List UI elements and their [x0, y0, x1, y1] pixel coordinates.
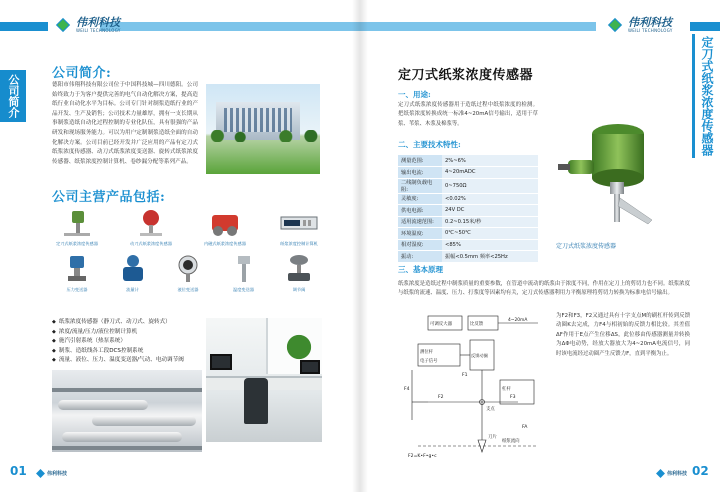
logo-icon	[606, 16, 624, 34]
products-title: 公司主营产品包括:	[52, 190, 166, 205]
list-item: ◆ 纸浆浓度传感器（静刀式、动刀式、旋转式）	[52, 319, 171, 325]
product-item	[163, 253, 213, 293]
brand-name-cn: 伟利科技	[76, 16, 120, 29]
product-item	[219, 253, 269, 293]
product-row-2	[52, 253, 324, 293]
product-label: 纸浆浓度控制计算机	[280, 241, 318, 246]
diagram-label: 可调反大器	[430, 322, 452, 327]
spec-table	[398, 155, 538, 263]
magnetic-sensor-icon	[206, 207, 244, 239]
section-principle-title: 三、基本原理	[398, 265, 443, 274]
product-label: 液位变送器	[177, 287, 199, 292]
side-tab-product: 定刀式纸浆浓度传感器	[692, 34, 720, 158]
footer-brand: 伟利科技	[667, 471, 688, 477]
blade-sensor-icon	[58, 207, 96, 239]
list-item: ◆ 流量、液位、压力、温度变送器/气动、电动调节阀	[52, 357, 184, 363]
table-row: 供电电源: 24V DC	[398, 205, 538, 217]
level-transmitter-icon	[169, 253, 207, 285]
section-usage-text: 定刀式纸浆浓度传感器用于造纸过程中纸浆浓度的检测。把纸浆浓度转换成统一标准4~20mA信号输出，适用于草浆、苇浆、木浆及棉浆等。	[398, 102, 538, 127]
sensor-photo	[548, 112, 660, 228]
table-row: 输出电流: 4~20mADC	[398, 167, 538, 179]
diagram-label: F2=K•F•g•c	[408, 454, 437, 459]
intro-title: 公司简介:	[52, 66, 112, 81]
footer-logo	[36, 469, 67, 478]
diagram-label: 反馈动圈	[471, 353, 488, 358]
product-gallery	[52, 207, 324, 299]
footer-logo	[656, 469, 687, 478]
product-label: 定刀式纸浆浓度传感器	[56, 241, 98, 246]
diagram-label: 电子信号	[420, 359, 438, 364]
list-item: ◆ 浓度/流量/压力/液位控制计算机	[52, 328, 138, 335]
product-label: 压力变送器	[66, 287, 88, 292]
section-principle-text-2: 为F2和F3，F2又通过具有十字支点M的刷杠杆传到反馈动圈K去完成，力F4与相初始的反馈力相比较。其差值ΔF作用于E点产生位移ΔS，此位移由传感器测量并转换为ΔΦ电动势，经放大器放大为4~20mA电流信号，同时该电流经过动圈产生反馈力F，直到平衡为止。	[556, 313, 690, 357]
page-gutter	[352, 0, 368, 492]
product-label: 温度变送器	[233, 287, 254, 292]
header-bar-right	[100, 22, 360, 31]
table-row: 适用流速范围: 0.2~0.15米/秒	[398, 216, 538, 228]
company-building-photo	[206, 84, 320, 174]
page-number-right: 02	[692, 464, 709, 478]
pressure-transmitter-icon	[58, 253, 96, 285]
header-bar-left	[360, 22, 596, 31]
brand-name-en: WEILI TECHNOLOGY	[628, 28, 673, 33]
product-label: 流量计	[126, 287, 139, 292]
diagram-label: 杠杆	[502, 387, 511, 392]
diagram-label: 支点	[486, 407, 495, 412]
header-bar-right	[690, 22, 720, 31]
control-computer-icon	[280, 207, 318, 239]
section-specs-title: 二、主要技术特性:	[398, 140, 461, 149]
sensor-caption: 定刀式纸浆浓度传感器	[556, 243, 617, 250]
table-row: 环境温度: 0℃~50℃	[398, 228, 538, 240]
brand-logo	[606, 16, 673, 34]
office-photo	[206, 318, 322, 442]
table-row: 灵敏度: <0.02%	[398, 193, 538, 205]
control-valve-icon	[280, 253, 318, 285]
product-label: 调节阀	[292, 287, 306, 292]
table-row: 振动: 振幅<0.5mm 频率<25Hz	[398, 251, 538, 263]
paper-mill-photo	[52, 370, 202, 452]
sensor-illustration	[548, 112, 660, 228]
brand-name-en: WEILI TECHNOLOGY	[76, 28, 121, 33]
brand-logo	[54, 16, 121, 34]
product-item	[52, 253, 102, 293]
diagram-label: 测位杆	[420, 350, 434, 355]
flowmeter-icon	[114, 253, 152, 285]
table-row: 相对湿度: <85%	[398, 239, 538, 251]
table-row: 二线制负载电阻: 0~750Ω	[398, 178, 538, 193]
diagram-label: F1	[462, 373, 468, 378]
principle-diagram	[398, 310, 548, 460]
diagram-label: FA	[522, 425, 528, 430]
logo-icon	[54, 16, 72, 34]
section-usage-title: 一、用途:	[398, 90, 431, 99]
product-item	[274, 207, 324, 247]
product-row-1	[52, 207, 324, 247]
diagram-label: 比反馈	[470, 322, 484, 327]
diagram-label: 4~20mA	[508, 318, 528, 323]
intro-paragraph: 德阳市伟翔科技有限公司位于中国科技城—四川德阳。公司始终致力于为客户提供完善的电气自动化解决方案，提高造纸行业自动化水平为目标。公司专门针对制浆造纸行业的产品开发、生产及销售；公司技术力量雄厚，拥有一支长期从事制浆造纸自动化过程控制的专业化队伍，具有很强的产品研发和现场服务能力。可以为用户定制制浆造纸全面的自动化解决方案。公司目前已经开发并广泛应用的产品有定刀式纸浆浓度传感器、动刀式纸浆浓度变送器、旋转式纸浆浓度传感器、纸浆浓度控制计算机、卷纱漏分配等系列产品。	[52, 82, 198, 165]
product-title: 定刀式纸浆浓度传感器	[398, 68, 534, 83]
moving-blade-sensor-icon	[132, 207, 170, 239]
diagram-label: F2	[438, 395, 444, 400]
product-label: 内磁式纸浆浓度传感器	[204, 241, 246, 246]
side-tab-company: 公司简介	[0, 70, 26, 122]
brand-name-cn: 伟利科技	[628, 16, 672, 29]
product-item	[52, 207, 102, 247]
diagram-label: F3	[510, 395, 516, 400]
page-number-left: 01	[10, 464, 27, 478]
product-item	[200, 207, 250, 247]
temperature-transmitter-icon	[225, 253, 263, 285]
diagram-label: 刀片	[488, 435, 497, 440]
product-item	[126, 207, 176, 247]
product-label: 动刀式纸浆浓度传感器	[130, 241, 172, 246]
header-bar-left	[0, 22, 48, 31]
service-list	[52, 318, 202, 366]
section-principle-text: 纸浆浓度是造纸过程中制浆质量的重要参数，在管道中流动的纸浆由于浓度不同，作用在定刀上的剪切力也不同。纸浆浓度与纸浆的流速、温度、压力、打浆度等因素均有关，定刀式传感器利用力平衡原理将剪切力转换为标准电信号输出。	[398, 281, 690, 297]
diagram-label: 纸浆流向	[502, 439, 520, 444]
footer-brand: 伟利科技	[47, 471, 68, 477]
logo-icon	[656, 469, 665, 478]
list-item: ◆ 制浆、造纸线各工段DCS控制系统	[52, 347, 144, 354]
list-item: ◆ 施汽引射系统（热泵系统）	[52, 338, 126, 344]
product-item	[274, 253, 324, 293]
product-item	[108, 253, 158, 293]
table-row: 测量范围: 2%~6%	[398, 155, 538, 167]
diagram-label: F4	[404, 387, 410, 392]
logo-icon	[36, 469, 45, 478]
